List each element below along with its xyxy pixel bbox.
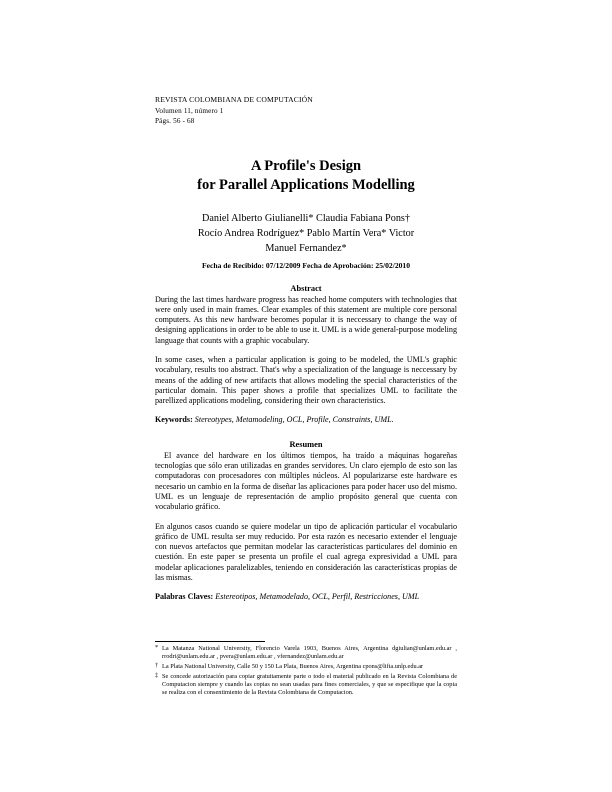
journal-pages: Págs. 56 - 68	[155, 117, 195, 125]
article-content	[155, 95, 457, 603]
footnote-text: Se concede autorización para copiar gratuitamente parte o todo el material publicado en la Revista Colombiana de Computacion siempre y cuando las copias no sean usadas para fines comerciales, y que se especifique que la copia se realiza con el consentimiento de la Revista Colombiana de Computacion.	[162, 672, 457, 696]
author-line-1: Daniel Alberto Giulianelli* Claudia Fabiana Pons†	[202, 212, 410, 224]
journal-name: REVISTA COLOMBIANA DE COMPUTACIÓN	[155, 95, 313, 104]
abstract-heading: Abstract	[290, 283, 322, 293]
footnote-item	[155, 663, 457, 671]
title-line-2: for Parallel Applications Modelling	[197, 176, 415, 193]
author-line-2: Rocío Andrea Rodríguez* Pablo Martín Vera* Victor	[197, 227, 415, 239]
footnote-marker: *	[155, 644, 159, 651]
footnote-marker: ‡	[155, 671, 159, 679]
resumen-paragraph-2: En algunos casos cuando se quiere modelar un tipo de aplicación particular el vocabulario gráfico de UML resulta ser muy reducido. Por esta razón es necesario extender el lenguaje con nuevos artefactos que permitan modelar las características particulares del dominio en cuestión. En este paper se presenta un profile el cual agrega expresividad a UML para modelar aplicaciones paralelizables, teniendo en consideración las características propias de las mismas.	[155, 521, 457, 583]
footnote-marker: †	[155, 661, 159, 669]
abstract-paragraph-1: During the last times hardware progress has reached home computers with technologies that were only used in main frames. Clear examples of this statement are multiple core personal computers. As this new hardware becomes popular it is neccessary to change the way of designing applications in order to be able to use it. UML is a wide general-purpose modeling language that counts with a graphic vocabulary.	[155, 294, 457, 345]
keywords-es-label: Palabras Claves:	[155, 592, 214, 602]
keywords-en-value: Stereotypes, Metamodeling, OCL, Profile, Constraints, UML.	[194, 415, 394, 425]
author-list	[155, 211, 457, 256]
abstract-paragraph-2: In some cases, when a particular application is going to be modeled, the UML's graphic vocabulary, results too abstract. That's why a specialization of the language is neccessary by means of the adding of new artifacts that allows modeling the special characteristics of the particular domain. This paper shows a profile that specializes UML to facilitate the parellized applications modeling, considering their own characteristics.	[155, 354, 457, 406]
footnote-separator	[155, 641, 265, 642]
title-line-1: A Profile's Design	[250, 157, 362, 174]
keywords-es-value: Estereotipos, Metamodelado, OCL, Perfil, Restricciones, UML	[215, 592, 420, 602]
keywords-es	[155, 592, 457, 602]
author-line-3: Manuel Fernandez*	[265, 242, 347, 254]
keywords-en-label: Keywords:	[155, 415, 193, 425]
submission-dates: Fecha de Recibido: 07/12/2009 Fecha de Aprobación: 25/02/2010	[201, 260, 411, 270]
page-title	[155, 157, 457, 195]
journal-volume: Volumen 11, número 1	[155, 106, 224, 115]
footnote-block	[155, 645, 457, 698]
keywords-en	[155, 415, 457, 425]
footnote-item	[155, 645, 457, 661]
footnote-text: La Plata National University, Calle 50 y 150 La Plata, Buenos Aires, Argentina cpons@lifia.unlp.edu.ar	[162, 662, 424, 670]
footnote-item	[155, 673, 457, 697]
resumen-paragraph-1: El avance del hardware en los últimos tiempos, ha traído a máquinas hogareñas tecnologías que sólo eran utilizadas en grandes servidores. Un claro ejemplo de esto son las computadoras con procesadores con múltiples núcleos. Al popularizarse este hardware es necesario un cambio en la forma de diseñar las aplicaciones para poder hacer uso del mismo. UML es un lenguaje de representación de amplio propósito general que cuenta con vocabulario gráfico.	[155, 450, 457, 512]
footnote-text: La Matanza National University, Florencio Varela 1903, Buenos Aires, Argentina dgiulian@unlam.edu.ar , rrodri@unlam.edu.ar , pvera@unlam.edu.ar , vfernandez@unlam.edu.ar	[162, 645, 457, 660]
resumen-heading: Resumen	[289, 439, 323, 449]
